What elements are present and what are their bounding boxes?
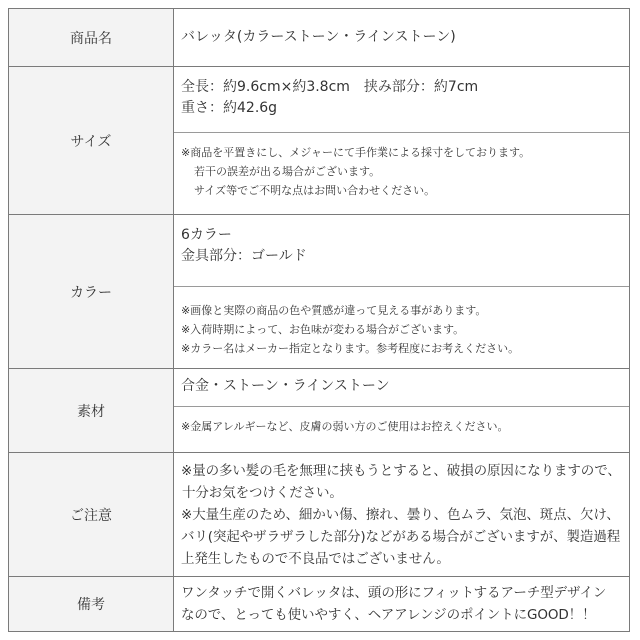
caution-line: ※量の多い髪の毛を無理に挟もうとすると、破損の原因になりますので、 bbox=[181, 463, 621, 479]
size-note: サイズ等でご不明な点はお問い合わせください。 bbox=[194, 184, 436, 197]
row-material bbox=[9, 369, 629, 453]
caution-line: バリ(突起やザラザラした部分)などがある場合がございますが、製造過程 bbox=[181, 529, 621, 545]
color-main bbox=[174, 215, 629, 287]
size-notes bbox=[174, 133, 629, 214]
caution-line: 十分お気をつけください。 bbox=[182, 485, 343, 501]
value-product-name bbox=[174, 9, 629, 66]
caution-line: 上発生したもので不良品ではございません。 bbox=[181, 551, 450, 567]
row-color bbox=[9, 215, 629, 369]
color-note: ※入荷時期によって、お色味が変わる場合がございます。 bbox=[181, 323, 465, 336]
size-note: ※商品を平置きにし、メジャーにて手作業による採寸をしております。 bbox=[181, 146, 531, 159]
remarks-line: ワンタッチで開くバレッタは、頭の形にフィットするアーチ型デザイン bbox=[181, 585, 607, 601]
color-notes bbox=[174, 287, 629, 368]
row-remarks bbox=[9, 577, 629, 631]
label-color: カラー bbox=[9, 215, 174, 368]
material-main bbox=[174, 369, 629, 407]
size-dimensions: 全長：約9.6cm×約3.8cm 挟み部分：約7cm bbox=[181, 79, 479, 95]
color-note: ※カラー名はメーカー指定となります。参考程度にお考えください。 bbox=[181, 342, 520, 355]
color-count: 6カラー bbox=[181, 227, 232, 243]
row-size bbox=[9, 67, 629, 215]
material-text: 合金・ストーン・ラインストーン bbox=[181, 378, 390, 394]
material-note: ※金属アレルギーなど、皮膚の弱い方のご使用はお控えください。 bbox=[181, 420, 509, 433]
label-material: 素材 bbox=[9, 369, 174, 452]
product-spec-table bbox=[8, 8, 630, 632]
row-product-name bbox=[9, 9, 629, 67]
product-name-text: バレッタ(カラーストーン・ラインストーン) bbox=[181, 29, 456, 45]
size-note: 若干の誤差が出る場合がございます。 bbox=[194, 165, 381, 178]
remarks-text bbox=[174, 577, 629, 631]
color-hardware: 金具部分：ゴールド bbox=[181, 248, 307, 264]
color-note: ※画像と実際の商品の色や質感が違って見える事があります。 bbox=[181, 304, 487, 317]
remarks-line: なので、とっても使いやすく、ヘアアレンジのポイントにGOOD！！ bbox=[181, 607, 596, 623]
material-notes bbox=[174, 407, 629, 452]
label-size: サイズ bbox=[9, 67, 174, 214]
size-main bbox=[174, 67, 629, 133]
label-caution: ご注意 bbox=[9, 453, 174, 576]
caution-text bbox=[174, 453, 629, 576]
row-caution bbox=[9, 453, 629, 577]
caution-line: ※大量生産のため、細かい傷、擦れ、曇り、色ムラ、気泡、斑点、欠け、 bbox=[181, 507, 620, 523]
label-remarks: 備考 bbox=[9, 577, 174, 631]
size-weight: 重さ：約42.6g bbox=[181, 100, 278, 116]
label-product-name: 商品名 bbox=[9, 9, 174, 66]
